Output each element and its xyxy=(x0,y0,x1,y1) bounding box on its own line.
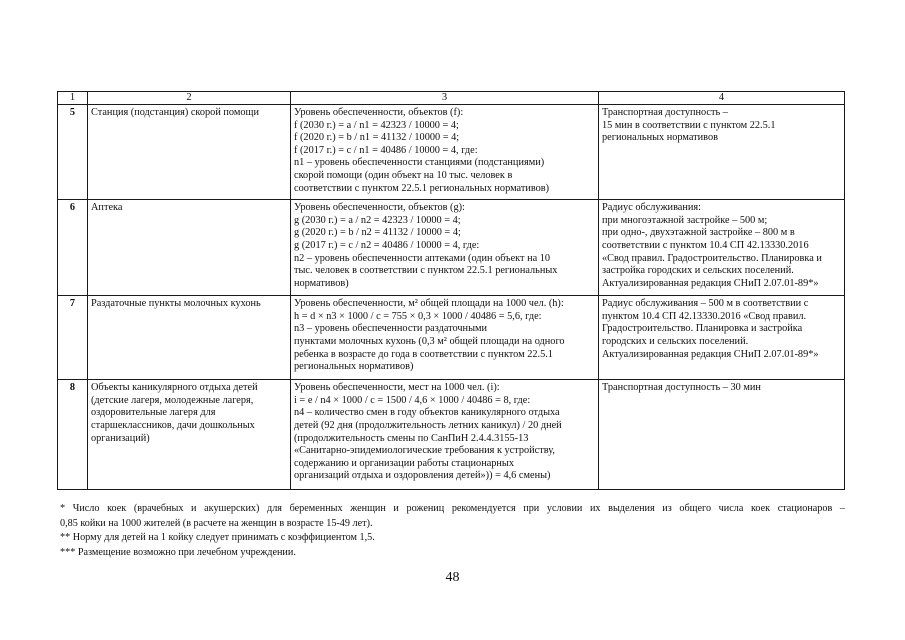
provision-calculation xyxy=(291,296,599,380)
footnote-line: 0,85 койки на 1000 жителей (в расчете на женщин в возрасте 15-49 лет). xyxy=(60,517,373,529)
calc-line: содержанию и организации работы стационарных xyxy=(294,457,514,469)
row-number: 6 xyxy=(58,200,88,296)
note-line: Актуализированная редакция СНиП 2.07.01-89*» xyxy=(602,348,819,360)
note-line: при многоэтажной застройке – 500 м; xyxy=(602,214,768,226)
row-number: 7 xyxy=(58,296,88,380)
calc-line: детей (92 дня (продолжительность летних каникул) / 20 дней xyxy=(294,419,562,431)
calc-line: f (2020 г.) = b / n1 = 41132 / 10000 = 4; xyxy=(294,132,460,144)
calc-line: f (2017 г.) = c / n1 = 40486 / 10000 = 4, где: xyxy=(294,144,478,156)
service-radius-note xyxy=(599,296,845,380)
column-header: 4 xyxy=(599,92,845,105)
table-header-row xyxy=(58,92,845,105)
footnote-line: *** Размещение возможно при лечебном учреждении. xyxy=(60,546,296,558)
note-line: Транспортная доступность – xyxy=(602,107,728,118)
calc-line: g (2020 г.) = b / n2 = 41132 / 10000 = 4; xyxy=(294,227,461,239)
table-row xyxy=(58,380,845,490)
calc-line: i = e / n4 × 1000 / c = 1500 / 4,6 × 1000 / 40486 = 8, где: xyxy=(294,394,531,406)
page-number: 48 xyxy=(445,570,460,585)
note-line: городских и сельских поселений. xyxy=(602,335,749,347)
facility-name: Станция (подстанция) скорой помощи xyxy=(88,105,291,200)
regulation-table xyxy=(57,91,845,490)
calc-line: пунктами молочных кухонь (0,3 м² общей площади на одного xyxy=(294,335,565,347)
note-line: пунктом 10.4 СП 42.13330.2016 «Свод правил. xyxy=(602,310,807,322)
calc-line: n3 – уровень обеспеченности раздаточными xyxy=(294,323,488,335)
provision-calculation xyxy=(291,105,599,200)
name-line: Объекты каникулярного отдыха детей xyxy=(91,382,258,394)
facility-name: Раздаточные пункты молочных кухонь xyxy=(88,296,291,380)
calc-line: h = d × n3 × 1000 / c = 755 × 0,3 × 1000 / 40486 = 5,6, где: xyxy=(294,310,542,322)
calc-line: региональных нормативов) xyxy=(294,361,414,373)
calc-line: g (2030 г.) = a / n2 = 42323 / 10000 = 4; xyxy=(294,214,461,226)
table-row xyxy=(58,200,845,296)
calc-line: (продолжительность смены по СанПиН 2.4.4.3155-13 xyxy=(294,432,529,444)
note-line: Радиус обслуживания – 500 м в соответствии с xyxy=(602,298,809,310)
calc-line: n2 – уровень обеспеченности аптеками (один объект на 10 xyxy=(294,252,551,264)
provision-calculation xyxy=(291,380,599,490)
calc-line: нормативов) xyxy=(294,277,349,289)
row-number: 5 xyxy=(58,105,88,200)
footnotes xyxy=(60,502,845,560)
footnote-line: ** Норму для детей на 1 койку следует принимать с коэффициентом 1,5. xyxy=(60,532,375,544)
column-header: 2 xyxy=(88,92,291,105)
note-line: Актуализированная редакция СНиП 2.07.01-89*» xyxy=(602,277,819,289)
column-header: 3 xyxy=(291,92,599,105)
column-header: 1 xyxy=(58,92,88,105)
calc-line: соответствии с пунктом 22.5.1 региональных нормативов) xyxy=(294,182,550,194)
accessibility-note xyxy=(599,380,845,490)
calc-line: n4 – количество смен в году объектов каникулярного отдыха xyxy=(294,407,560,419)
facility-name: Аптека xyxy=(88,200,291,296)
name-line: (детские лагеря, молодежные лагеря, xyxy=(91,394,254,406)
calc-line: тыс. человек в соответствии с пунктом 22.5.1 региональных xyxy=(294,265,558,277)
note-line: при одно-, двухэтажной застройке – 800 м в xyxy=(602,227,795,239)
note-line: Радиус обслуживания: xyxy=(602,202,701,214)
provision-calculation xyxy=(291,200,599,296)
facility-name xyxy=(88,380,291,490)
name-line: старшеклассников, дачи дошкольных xyxy=(91,419,255,431)
table-row xyxy=(58,296,845,380)
calc-line: ребенка в возрасте до года в соответствии с пунктом 22.5.1 xyxy=(294,348,553,360)
note-line: «Свод правил. Градостроительство. Планировка и xyxy=(602,252,822,264)
service-radius-note xyxy=(599,200,845,296)
calc-line: Уровень обеспеченности, объектов (g): xyxy=(294,202,465,214)
note-line: региональных нормативов xyxy=(602,132,718,144)
calc-line: g (2017 г.) = c / n2 = 40486 / 10000 = 4, где: xyxy=(294,239,480,251)
calc-line: Уровень обеспеченности, объектов (f): xyxy=(294,107,464,118)
row-number: 8 xyxy=(58,380,88,490)
note-line: Транспортная доступность – 30 мин xyxy=(602,382,761,394)
calc-line: скорой помощи (один объект на 10 тыс. человек в xyxy=(294,169,513,181)
note-line: застройка городских и сельских поселений. xyxy=(602,265,794,277)
note-line: соответствии с пунктом 10.4 СП 42.13330.2016 xyxy=(602,239,809,251)
calc-line: f (2030 г.) = a / n1 = 42323 / 10000 = 4; xyxy=(294,119,459,131)
calc-line: организаций отдыха и оздоровления детей»)) = 4,6 смены) xyxy=(294,470,551,482)
calc-line: Уровень обеспеченности, мест на 1000 чел. (i): xyxy=(294,382,500,394)
calc-line: «Санитарно-эпидемиологические требования к устройству, xyxy=(294,445,555,457)
table-row xyxy=(58,105,845,200)
note-line: 15 мин в соответствии с пунктом 22.5.1 xyxy=(602,119,776,131)
calc-line: Уровень обеспеченности, м² общей площади на 1000 чел. (h): xyxy=(294,298,564,310)
name-line: оздоровительные лагеря для xyxy=(91,407,216,419)
calc-line: n1 – уровень обеспеченности станциями (подстанциями) xyxy=(294,157,545,169)
note-line: Градостроительство. Планировка и застройка xyxy=(602,323,803,335)
footnote-line: * Число коек (врачебных и акушерских) для беременных женщин и рожениц рекомендуется при условии их выделения из общего числа коек стационаров – xyxy=(60,503,845,514)
accessibility-note xyxy=(599,105,845,200)
name-line: организаций) xyxy=(91,432,150,444)
